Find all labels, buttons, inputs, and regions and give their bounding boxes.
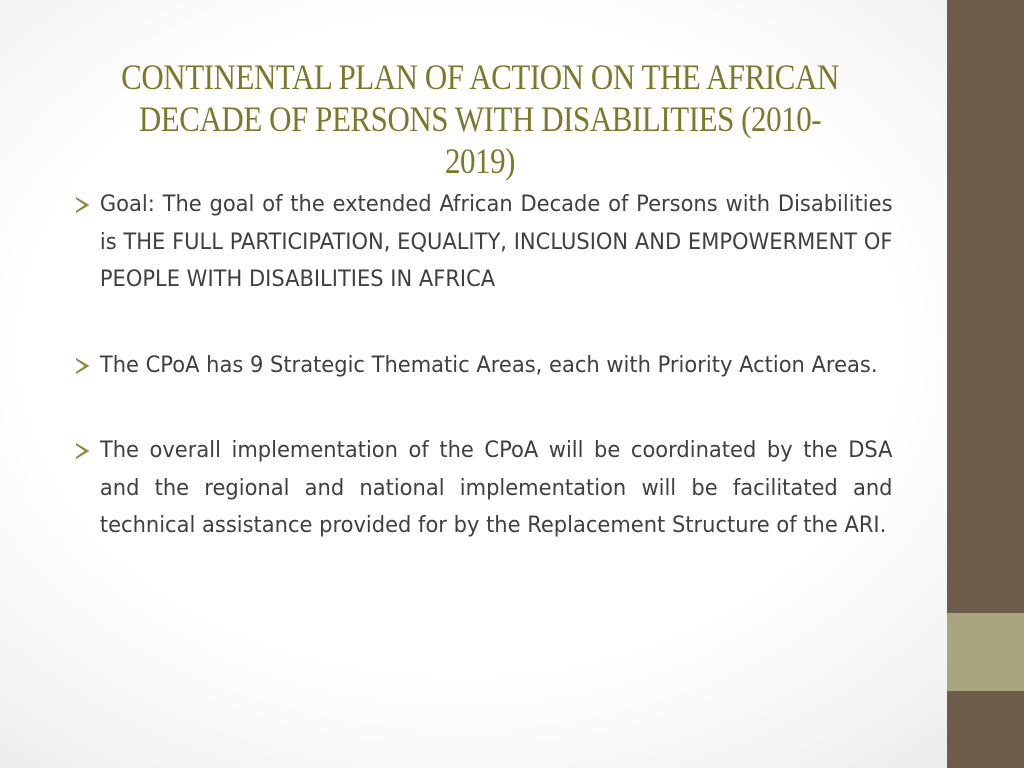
arrow-bullet-icon — [76, 443, 89, 459]
bullet-item-implementation — [76, 432, 893, 545]
arrow-bullet-icon — [76, 358, 89, 374]
bullet-text: The overall implementation of the CPoA will be coordinated by the DSA and the regional and national implementation will be facilitated and technical assistance provided for by the Replacement Structure of the ARI. — [99, 438, 893, 538]
bullet-list — [76, 186, 894, 593]
bullet-item-thematic-areas — [76, 347, 893, 385]
bullet-text: The CPoA has 9 Strategic Thematic Areas, each with Priority Action Areas. — [99, 352, 878, 378]
slide-title-line-2: DECADE OF PERSONS WITH DISABILITIES (2010-2019) — [138, 99, 822, 181]
bullet-item-goal — [76, 186, 893, 299]
bullet-text: Goal: The goal of the extended African Decade of Persons with Disabilities is THE FULL PARTICIPATION, EQUALITY, INCLUSION AND EMPOWERMENT OF PEOPLE WITH DISABILITIES IN AFRICA — [99, 192, 893, 292]
side-bar-accent — [947, 613, 1024, 691]
arrow-bullet-icon — [76, 197, 89, 213]
slide-title — [119, 56, 841, 182]
slide-title-line-1: CONTINENTAL PLAN OF ACTION ON THE AFRICAN — [121, 57, 839, 97]
